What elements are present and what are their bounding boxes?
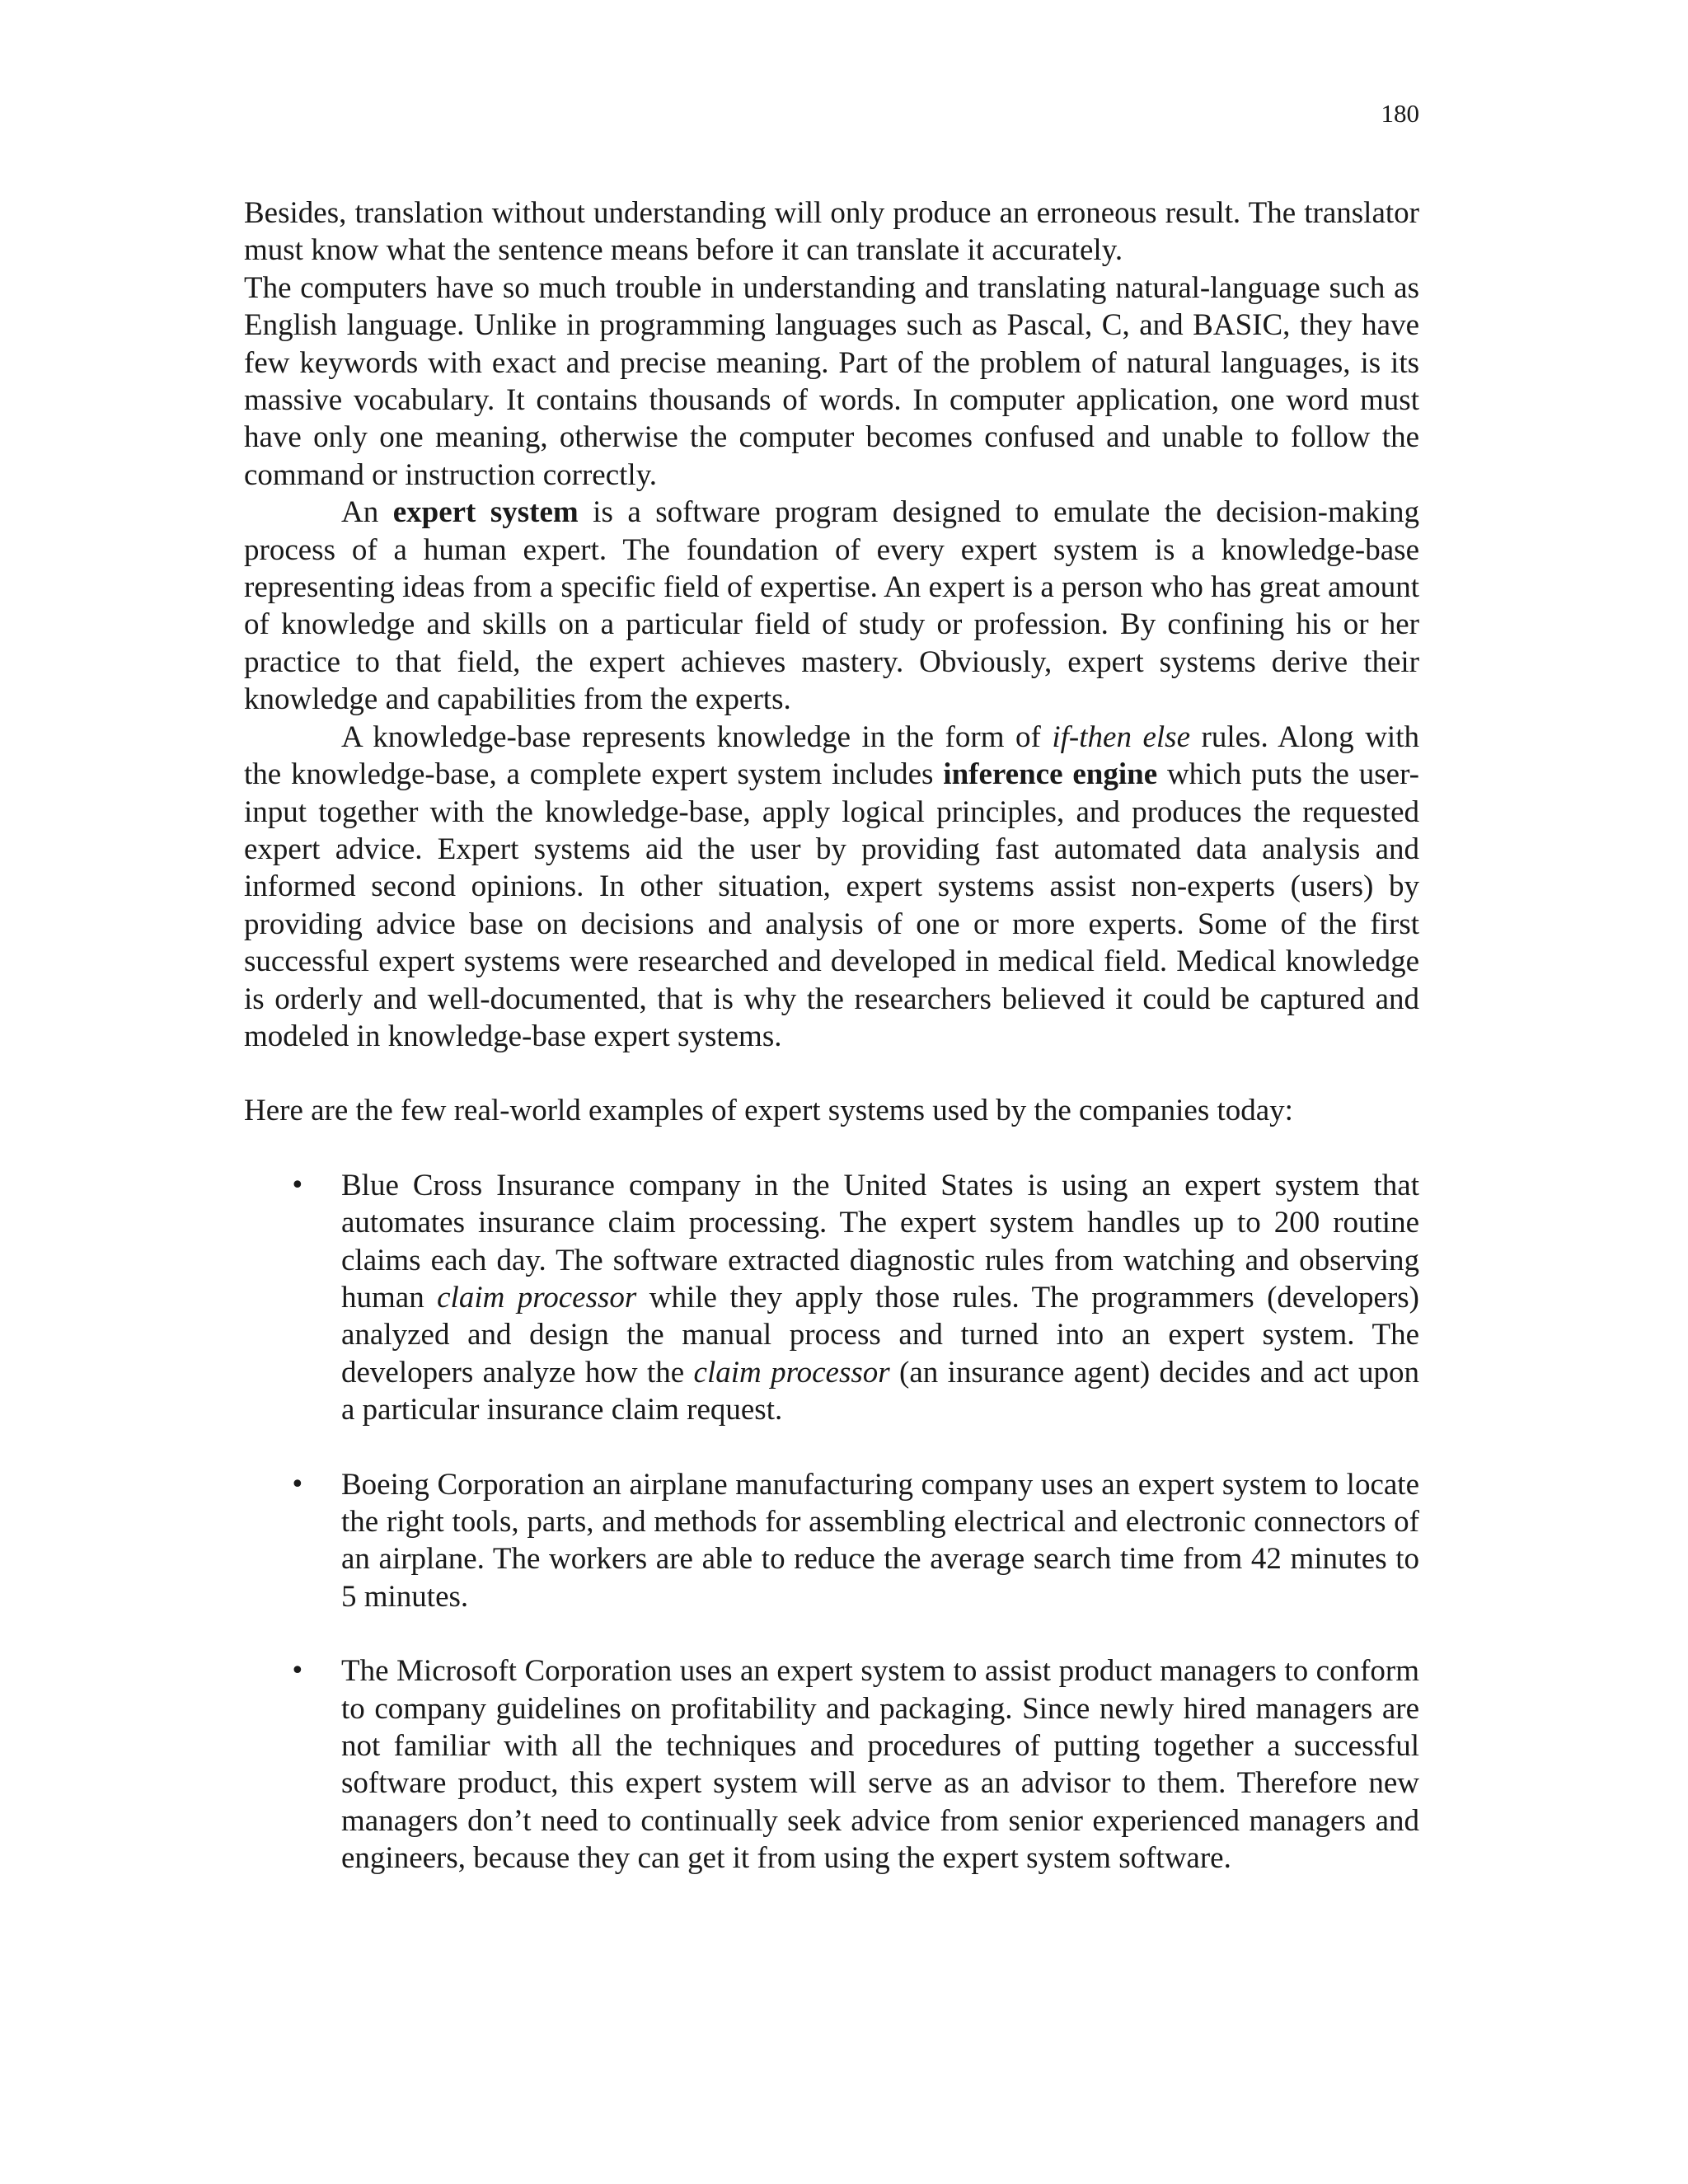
list-item-blue-cross	[244, 1167, 1419, 1429]
text-run: Boeing Corporation an airplane manufacturing company uses an expert system to locate the right tools, parts, and methods for assembling electrical and electronic connectors of an airplane. The workers are able to reduce the average search time from 42 minutes to 5 minutes.	[341, 1467, 1419, 1614]
term-claim-processor: claim processor	[693, 1355, 890, 1390]
page-number: 180	[1381, 99, 1419, 128]
term-if-then-else: if-then else	[1052, 719, 1190, 754]
text-run: rules. Along with the knowledge-base, a complete expert system includes	[244, 719, 1419, 792]
text-run: which puts the user-input together with the knowledge-base, apply logical principles, and produces the requested expert advice. Expert systems aid the user by providing fast automated data analysis and informed second opinions. In other situation, expert systems assist non-experts (users) by providing advice base on decisions and analysis of one or more experts. Some of the first successful expert systems were researched and developed in medical field. Medical knowledge is orderly and well-documented, that is why the researchers believed it could be captured and modeled in knowledge-base expert systems.	[244, 757, 1420, 1053]
term-expert-system: expert system	[392, 495, 579, 530]
text-run: A knowledge-base represents knowledge in the form of	[341, 719, 1053, 754]
paragraph-knowledge-base	[244, 719, 1419, 1056]
paragraph-expert-system	[244, 494, 1419, 718]
list-item-boeing	[244, 1466, 1419, 1616]
term-claim-processor: claim processor	[437, 1280, 637, 1315]
text-run: (an insurance agent) decides and act upon a particular insurance claim request.	[341, 1355, 1419, 1427]
term-inference-engine: inference engine	[943, 757, 1158, 792]
text-run: An	[341, 495, 393, 530]
text-run: The Microsoft Corporation uses an expert system to assist product managers to conform to company guidelines on profitability and packaging. Since newly hired managers are not familiar with all the techniques and procedures of putting together a successful software product, this expert system will serve as an advisor to them. Therefore new managers don’t need to continually seek advice from senior experienced managers and engineers, because they can get it from using the expert system software.	[341, 1654, 1419, 1876]
paragraph-natural-language: The computers have so much trouble in understanding and translating natural-language such as English language. Unlike in programming languages such as Pascal, C, and BASIC, they have few keywords with exact and precise meaning. Part of the problem of natural languages, is its massive vocabulary. It contains thousands of words. In computer application, one word must have only one meaning, otherwise the computer becomes confused and unable to follow the command or instruction correctly.	[244, 270, 1419, 492]
bullet-icon: •	[290, 1469, 305, 1499]
text-run: is a software program designed to emulate the decision-making process of a human expert. The foundation of every expert system is a knowledge-base representing ideas from a specific field of expertise. An expert is a person who has great amount of knowledge and skills on a particular field of study or profession. By confining his or her practice to that field, the expert achieves mastery. Obviously, expert systems derive their knowledge and capabilities from the experts.	[244, 495, 1419, 717]
document-body	[244, 194, 1419, 1877]
paragraph-spacer	[244, 1055, 1419, 1092]
list-item-microsoft	[244, 1652, 1419, 1877]
paragraph-translation: Besides, translation without understanding will only produce an erroneous result. The translator must know what the sentence means before it can translate it accurately.	[244, 196, 1419, 268]
paragraph-spacer	[244, 1130, 1419, 1167]
text-run: Blue Cross Insurance company in the United States is using an expert system that automates insurance claim processing. The expert system handles up to 200 routine claims each day. The software extracted diagnostic rules from watching and observing human	[341, 1168, 1419, 1315]
examples-list	[244, 1167, 1419, 1877]
paragraph-examples-intro: Here are the few real-world examples of expert systems used by the companies today:	[244, 1094, 1293, 1128]
bullet-icon: •	[290, 1170, 305, 1200]
bullet-icon: •	[290, 1657, 305, 1686]
text-run: while they apply those rules. The programmers (developers) analyzed and design the manual process and turned into an expert system. The developers analyze how the	[341, 1280, 1419, 1390]
